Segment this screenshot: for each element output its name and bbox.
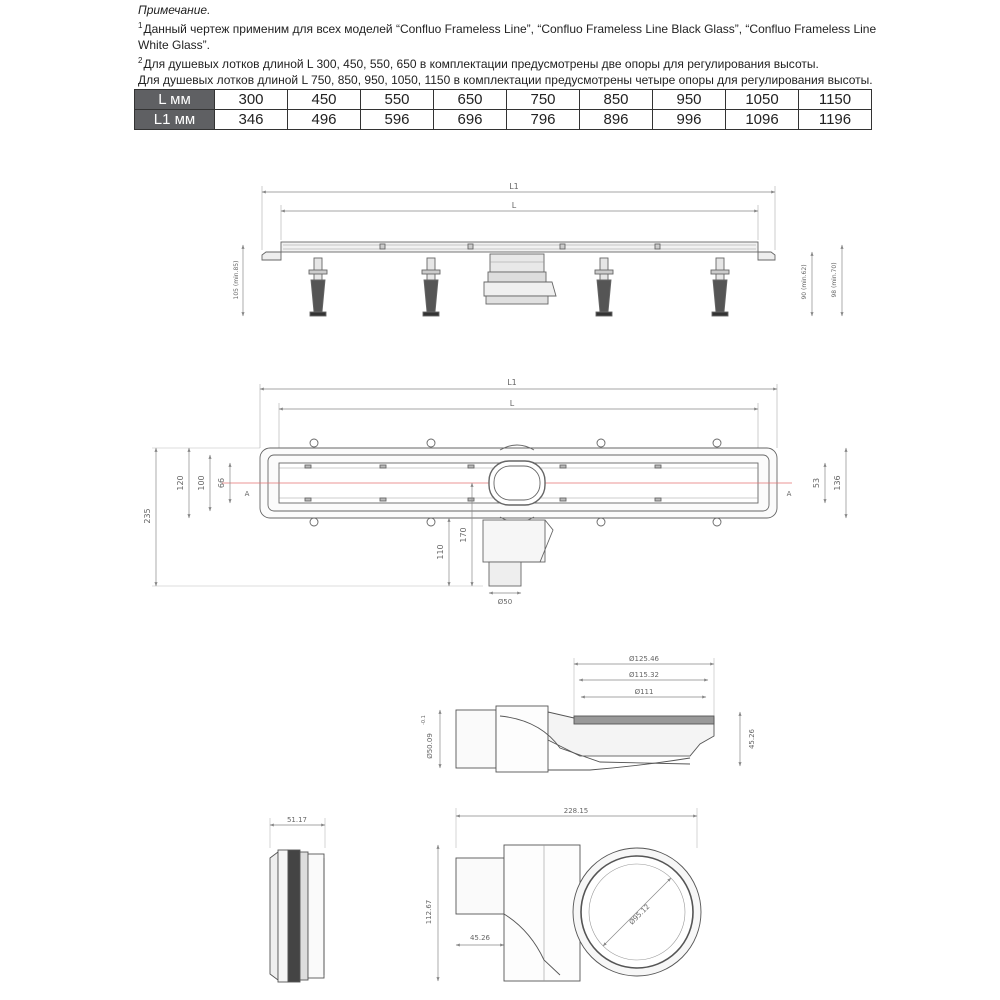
- top-view: [143, 378, 846, 606]
- table-cell: 996: [653, 110, 726, 130]
- plan-label-h112: 112.67: [425, 899, 433, 925]
- side-view: [233, 182, 842, 316]
- section-mark-left: A: [244, 490, 250, 498]
- table-cell: 596: [361, 110, 434, 130]
- support-leg-2: [422, 258, 440, 316]
- table-cell: 650: [434, 90, 507, 110]
- note-2-text: Для душевых лотков длиной L 300, 450, 550, 650 в комплектации предусмотрены две опоры для регулирования высоты.: [143, 57, 819, 71]
- end-label-w51: 51.17: [286, 816, 308, 824]
- side-label-l: L: [511, 201, 517, 210]
- top-dim-l1: [260, 384, 777, 448]
- table-cell: 850: [580, 90, 653, 110]
- plan-label-w45: 45.26: [469, 934, 491, 942]
- side-label-right-height-2: 98 (min.70): [831, 262, 838, 298]
- plan-label-w228: 228.15: [563, 807, 589, 815]
- siphon-label-d115: Ø115.32: [628, 671, 660, 679]
- table-cell: 1196: [799, 110, 872, 130]
- table-cell: 550: [361, 90, 434, 110]
- top-label-d50: Ø50: [497, 598, 513, 606]
- side-label-l1: L1: [509, 182, 519, 191]
- table-cell: 496: [288, 110, 361, 130]
- side-dim-l1: [262, 186, 775, 250]
- top-label-53: 53: [812, 477, 821, 489]
- siphon-side-body: [456, 706, 714, 772]
- table-cell: 300: [215, 90, 288, 110]
- note-1-text: Данный чертеж применим для всех моделей “Confluo Frameless Line”, “Confluo Frameless Line Black Glass”, “Confluo Frameless Line White Glass”.: [138, 22, 877, 52]
- siphon-label-h45: 45.26: [748, 728, 756, 750]
- section-mark-right: A: [786, 490, 792, 498]
- top-label-66: 66: [217, 477, 226, 489]
- top-label-120: 120: [176, 475, 185, 491]
- siphon-plan-view: [425, 807, 701, 981]
- plan-label-d95: Ø95.12: [627, 902, 652, 927]
- top-label-l1: L1: [507, 378, 517, 387]
- note-2-marker: 2: [138, 56, 143, 65]
- siphon-label-d111: Ø111: [634, 688, 654, 696]
- notes-title: Примечание.: [138, 3, 211, 17]
- note-3-text: Для душевых лотков длиной L 750, 850, 950, 1050, 1150 в комплектации предусмотрены четыре опоры для регулирования высоты.: [138, 73, 873, 87]
- side-label-right-height-1: 90 (min.62): [801, 264, 808, 300]
- plan-body: [456, 845, 701, 981]
- row-label-l: L мм: [135, 90, 215, 110]
- top-label-l: L: [509, 399, 515, 408]
- top-label-110: 110: [436, 544, 445, 560]
- side-label-left-height: 105 (min.85): [233, 260, 240, 300]
- siphon-side-view: [421, 655, 756, 772]
- row-label-l1: L1 мм: [135, 110, 215, 130]
- table-cell: 450: [288, 90, 361, 110]
- support-leg-3: [595, 258, 613, 316]
- table-cell: 750: [507, 90, 580, 110]
- side-drain-siphon: [484, 254, 556, 304]
- siphon-label-d50-tolerance: -0.1: [421, 715, 427, 725]
- top-label-235: 235: [143, 508, 152, 524]
- table-cell: 950: [653, 90, 726, 110]
- table-cell: 346: [215, 110, 288, 130]
- table-cell: 1150: [799, 90, 872, 110]
- table-cell: 1096: [726, 110, 799, 130]
- side-dim-l: [281, 205, 758, 240]
- outlet-pipe-top: [483, 520, 553, 586]
- support-leg-1: [309, 258, 327, 316]
- table-cell: 796: [507, 110, 580, 130]
- top-label-136: 136: [833, 475, 842, 491]
- table-cell: 1050: [726, 90, 799, 110]
- table-cell: 696: [434, 110, 507, 130]
- note-1-marker: 1: [138, 21, 143, 30]
- top-label-170: 170: [459, 527, 468, 543]
- top-label-100: 100: [197, 475, 206, 491]
- siphon-label-d125: Ø125.46: [628, 655, 660, 663]
- table-cell: 896: [580, 110, 653, 130]
- support-leg-4: [711, 258, 729, 316]
- siphon-label-d50: Ø50.09: [426, 733, 434, 759]
- siphon-end-view: [270, 816, 325, 982]
- end-view-body: [270, 850, 324, 982]
